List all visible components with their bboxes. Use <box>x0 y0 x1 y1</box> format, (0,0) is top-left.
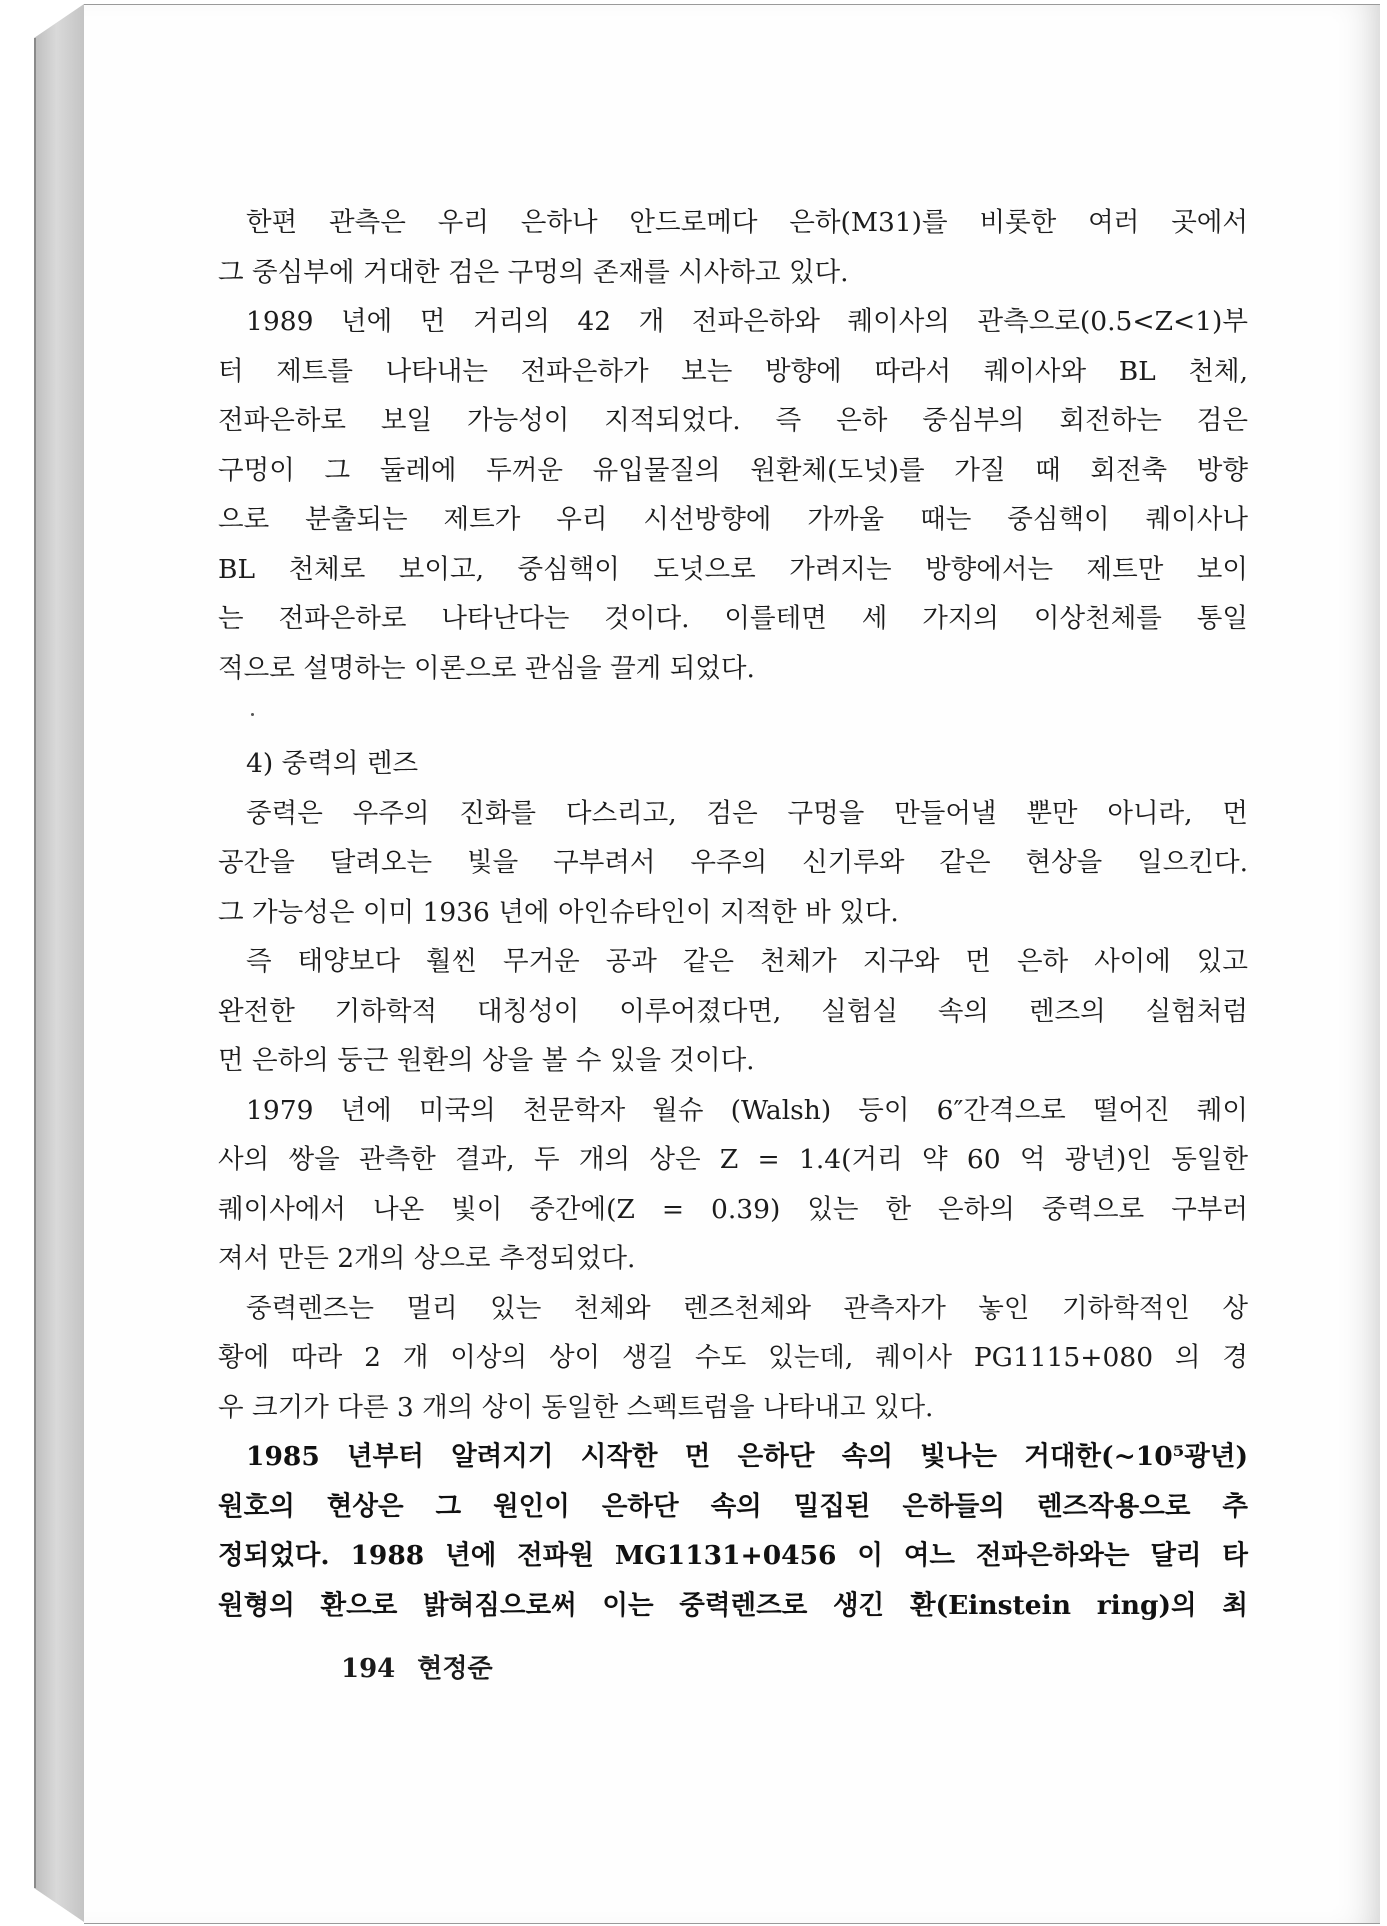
text-line: 원호의 현상은 그 원인이 은하단 속의 밀집된 은하들의 렌즈작용으로 추 <box>218 1490 1248 1522</box>
section-gap <box>218 693 1248 739</box>
text-line: 져서 만든 2개의 상으로 추정되었다. <box>218 1243 636 1274</box>
text-line: 그 중심부에 거대한 검은 구멍의 존재를 시사하고 있다. <box>218 256 849 288</box>
text-line: 는 전파은하로 나타난다는 것이다. 이를테면 세 가지의 이상천체를 통일 <box>218 603 1248 634</box>
text-line: 황에 따라 2 개 이상의 상이 생길 수도 있는데, 퀘이사 PG1115+080 의 경 <box>218 1342 1248 1373</box>
paragraph <box>218 1284 1248 1433</box>
paragraph <box>218 1086 1248 1284</box>
text-line: 1979 년에 미국의 천문학자 월슈 (Walsh) 등이 6″간격으로 떨어진 퀘이 <box>246 1094 1248 1126</box>
text-line: 즉 태양보다 훨씬 무거운 공과 같은 천체가 지구와 먼 은하 사이에 있고 <box>246 946 1248 977</box>
text-line: 중력은 우주의 진화를 다스리고, 검은 구멍을 만들어낼 뿐만 아니라, 먼 <box>246 797 1248 829</box>
text-line: 공간을 달려오는 빛을 구부려서 우주의 신기루와 같은 현상을 일으킨다. <box>218 847 1248 878</box>
text-line: 원형의 환으로 밝혀짐으로써 이는 중력렌즈로 생긴 환(Einstein ring)의 최 <box>218 1589 1248 1621</box>
paragraph <box>218 198 1248 297</box>
text-line: 적으로 설명하는 이론으로 관심을 끌게 되었다. <box>218 652 755 684</box>
paragraph <box>218 1432 1248 1630</box>
paragraph <box>218 297 1248 693</box>
text-line: 정되었다. 1988 년에 전파원 MG1131+0456 이 여느 전파은하와는 달리 타 <box>218 1540 1248 1571</box>
author-name: 현정준 <box>417 1654 493 1684</box>
text-line: 중력렌즈는 멀리 있는 천체와 렌즈천체와 관측자가 놓인 기하학적인 상 <box>246 1292 1248 1324</box>
text-line: 구멍이 그 둘레에 두꺼운 유입물질의 원환체(도넛)를 가질 때 회전축 방향 <box>218 454 1248 486</box>
paragraph <box>218 937 1248 1086</box>
text-line: 1985 년부터 알려지기 시작한 먼 은하단 속의 빛나는 거대한(~10⁵광년) <box>246 1441 1248 1472</box>
text-line: 우 크기가 다른 3 개의 상이 동일한 스펙트럼을 나타내고 있다. <box>218 1391 934 1423</box>
page-number: 194 <box>341 1654 396 1684</box>
text-line: 완전한 기하학적 대칭성이 이루어졌다면, 실험실 속의 렌즈의 실험처럼 <box>218 995 1248 1027</box>
book-spine-edge <box>34 38 36 1888</box>
text-line: 퀘이사에서 나온 빛이 중간에(Z = 0.39) 있는 한 은하의 중력으로 구부러 <box>218 1193 1248 1225</box>
text-line: 먼 은하의 둥근 원환의 상을 볼 수 있을 것이다. <box>218 1045 755 1076</box>
text-line: 1989 년에 먼 거리의 42 개 전파은하와 퀘이사의 관측으로(0.5<Z<1)부 <box>246 306 1248 337</box>
text-line: 그 가능성은 이미 1936 년에 아인슈타인이 지적한 바 있다. <box>218 896 899 928</box>
text-line: 전파은하로 보일 가능성이 지적되었다. 즉 은하 중심부의 회전하는 검은 <box>218 405 1248 436</box>
text-line: 으로 분출되는 제트가 우리 시선방향에 가까울 때는 중심핵이 퀘이사나 <box>218 504 1248 535</box>
paragraph <box>218 789 1248 938</box>
text-line: 한편 관측은 우리 은하나 안드로메다 은하(M31)를 비롯한 여러 곳에서 <box>246 207 1248 238</box>
text-line: 사의 쌍을 관측한 결과, 두 개의 상은 Z = 1.4(거리 약 60 억 광년)인 동일한 <box>218 1144 1248 1175</box>
body-text <box>218 198 1248 1630</box>
text-line: 터 제트를 나타내는 전파은하가 보는 방향에 따라서 퀘이사와 BL 천체, <box>218 355 1248 387</box>
book-spine <box>34 4 84 1922</box>
page-footer <box>341 1648 515 1685</box>
section-heading: 4) 중력의 렌즈 <box>246 748 419 779</box>
text-line: BL 천체로 보이고, 중심핵이 도넛으로 가려지는 방향에서는 제트만 보이 <box>218 553 1248 585</box>
